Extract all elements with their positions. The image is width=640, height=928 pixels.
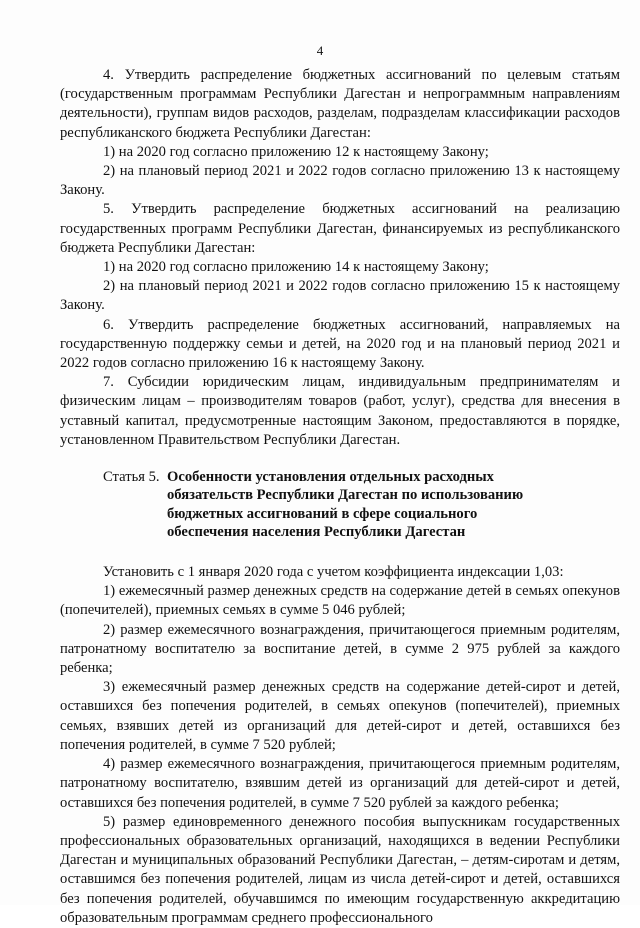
paragraph-item-5-2: 2) на плановый период 2021 и 2022 годов согласно приложению 15 к настоящему Закону. xyxy=(60,278,620,314)
article-title xyxy=(167,468,587,542)
paragraph-sub-2: 2) размер ежемесячного вознаграждения, причитающегося приемным родителям, патронатному воспитателю за воспитание детей, в сумме 2 975 рублей за каждого ребенка; xyxy=(60,621,620,677)
article-heading xyxy=(60,468,620,544)
paragraph-item-7: 7. Субсидии юридическим лицам, индивидуальным предпринимателям и физическим лицам – производителям товаров (работ, услуг), средства для внесения в уставный капитал, предусмотренные настоящим Законом, предоставляются в порядке, установленном Правительством Республики Дагестан. xyxy=(60,374,620,448)
paragraph-sub-1: 1) ежемесячный размер денежных средств на содержание детей в семьях опекунов (попечителей), приемных семьях в сумме 5 046 рублей; xyxy=(60,583,620,619)
article-title-line: обеспечения населения Республики Дагестан xyxy=(167,524,466,541)
paragraph-item-6: 6. Утвердить распределение бюджетных ассигнований, направляемых на государственную поддержку семьи и детей, на 2020 год и на плановый период 2021 и 2022 годов согласно приложению 16 к настоящему Закону. xyxy=(60,316,620,372)
paragraph-sub-5: 5) размер единовременного денежного пособия выпускникам государственных профессиональных образовательных организаций, находящихся в ведении Республики Дагестан и муниципальных образований Республики Дагестан, – детям-сиротам и детям, оставшимся без попечения родителей, лицам из числа детей-сирот и детей, оставшихся без попечения родителей, обучавшимся по имеющим государственную аккредитацию образовательным программам среднего профессионального xyxy=(60,813,620,926)
article-title-line: обязательств Республики Дагестан по использованию xyxy=(167,487,524,504)
paragraph-item-5: 5. Утвердить распределение бюджетных ассигнований на реализацию государственных программ Республики Дагестан, финансируемых из республиканского бюджета Республики Дагестан: xyxy=(60,201,620,256)
article-title-line: Особенности установления отдельных расходных xyxy=(167,469,494,486)
page-number: 4 xyxy=(316,43,324,58)
paragraph-item-4-1: 1) на 2020 год согласно приложению 12 к настоящему Закону; xyxy=(103,143,489,160)
paragraph-item-5-1: 1) на 2020 год согласно приложению 14 к настоящему Закону; xyxy=(103,259,489,276)
paragraph-sub-4: 4) размер ежемесячного вознаграждения, причитающегося приемным родителям, патронатному воспитателю, взявшим детей из организаций для детей-сирот и детей, оставшихся без попечения родителей, в сумме 7 520 рублей за каждого ребенка; xyxy=(60,756,620,811)
document-body xyxy=(60,66,620,928)
paragraph-item-4-2: 2) на плановый период 2021 и 2022 годов согласно приложению 13 к настоящему Закону. xyxy=(60,163,620,199)
article-title-line: бюджетных ассигнований в сфере социального xyxy=(167,505,478,522)
paragraph-intro: Установить с 1 января 2020 года с учетом коэффициента индексации 1,03: xyxy=(103,564,564,581)
paragraph-item-4: 4. Утвердить распределение бюджетных ассигнований по целевым статьям (государственным программам Республики Дагестан и непрограммным направлениям деятельности), группам видов расходов, разделам, подразделам классификации расходов республиканского бюджета Республики Дагестан: xyxy=(60,67,620,141)
article-label: Статья 5. xyxy=(103,469,160,486)
paragraph-sub-3: 3) ежемесячный размер денежных средств на содержание детей-сирот и детей, оставшихся без попечения родителей, в семьях опекунов (попечителей), приемных семьях, взявших детей из организаций для детей-сирот и детей, оставшихся без попечения родителей, в сумме 7 520 рублей; xyxy=(60,679,620,753)
